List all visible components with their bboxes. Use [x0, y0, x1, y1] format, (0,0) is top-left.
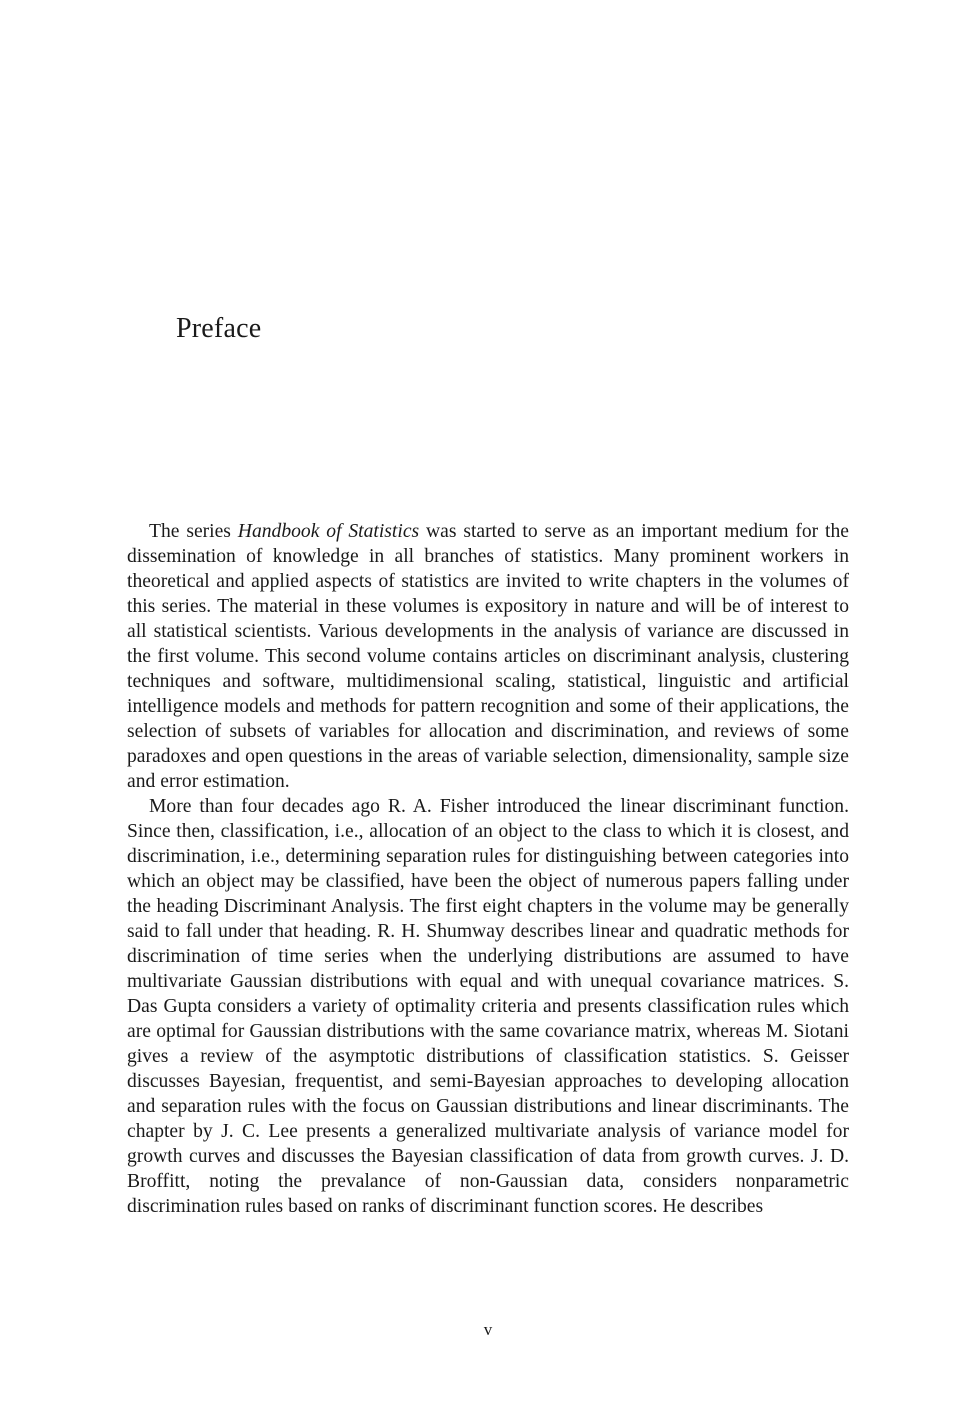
page-number: v	[483, 1320, 493, 1339]
paragraph-intro	[127, 519, 849, 794]
page-title: Preface	[176, 313, 262, 344]
paragraph-intro-rest: was started to serve as an important medium for the dissemination of knowledge in all branches of statistics. Many prominent workers in theoretical and applied aspects of statistics are invited to write chapters in the volumes of this series. The material in these volumes is expository in nature and will be of interest to all statistical scientists. Various developments in the analysis of variance are discussed in the first volume. This second volume contains articles on discriminant analysis, clustering techniques and software, multidimensional scaling, statistical, linguistic and artificial intelligence models and methods for pattern recognition and some of their applications, the selection of subsets of variables for allocation and discrimination, and reviews of some paradoxes and open questions in the areas of variable selection, dimensionality, sample size and error estimation.	[127, 521, 849, 792]
paragraph-discriminant-analysis: More than four decades ago R. A. Fisher introduced the linear discriminant function. Since then, classification, i.e., allocation of an object to the class to which it is closest, and discrimination, i.e., determining separation rules for distinguishing between categories into which an object may be classified, have been the object of numerous papers falling under the heading Discriminant Analysis. The first eight chapters in the volume may be generally said to fall under that heading. R. H. Shumway describes linear and quadratic methods for discrimination of time series when the underlying distributions are assumed to have multivariate Gaussian distributions with equal and with unequal covariance matrices. S. Das Gupta considers a variety of optimality criteria and presents classification rules which are optimal for Gaussian distributions with the same covariance matrix, whereas M. Siotani gives a review of the asymptotic distributions of classification statistics. S. Geisser discusses Bayesian, frequentist, and semi-Bayesian approaches to developing allocation and separation rules with the focus on Gaussian distributions and linear discriminants. The chapter by J. C. Lee presents a generalized multivariate analysis of variance model for growth curves and discusses the Bayesian classification of data from growth curves. J. D. Broffitt, noting the prevalance of non-Gaussian data, considers nonparametric discrimination rules based on ranks of discriminant function scores. He describes	[127, 796, 849, 1217]
paragraph-intro-lead: The series	[149, 521, 238, 542]
series-title-emphasis: Handbook of Statistics	[237, 521, 420, 542]
body-text	[127, 519, 849, 1219]
